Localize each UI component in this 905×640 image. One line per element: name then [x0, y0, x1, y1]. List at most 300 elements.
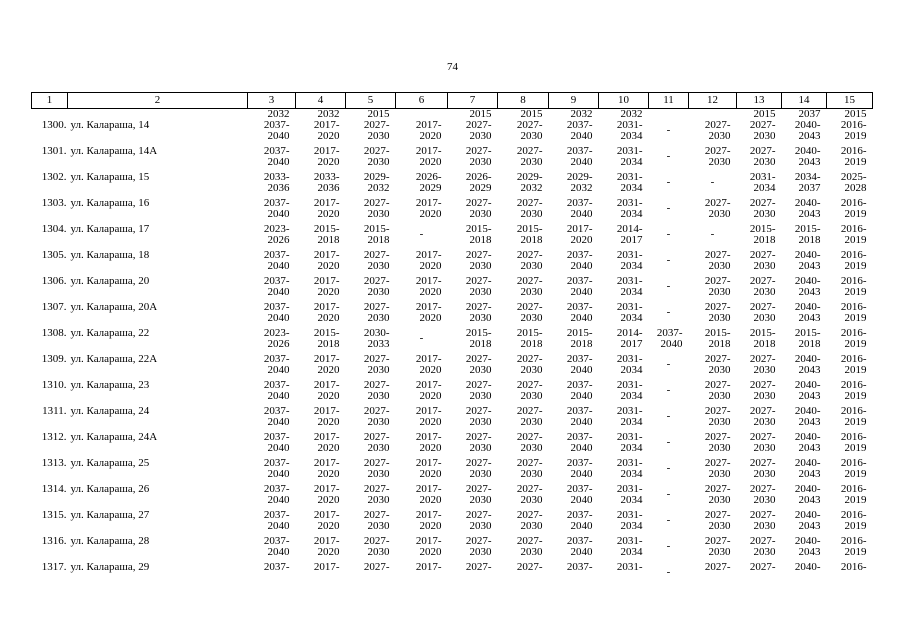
no-data-dash: - — [666, 202, 671, 214]
row-address: ул. Калараша, 25 — [70, 458, 150, 469]
year-range-cell: 2015- 2018 — [704, 328, 731, 350]
year-range-cell: 2017- 2020 — [313, 536, 340, 558]
year-range-cell: 2027- 2030 — [465, 120, 492, 142]
row-number: 1311. — [42, 406, 67, 417]
row-number: 1309. — [41, 354, 67, 365]
year-range-cell: 2037- 2040 — [566, 458, 593, 480]
year-range-cell: 2027- — [465, 562, 492, 573]
year-range-cell: 2027- 2030 — [363, 354, 390, 376]
no-data-dash: - — [666, 488, 671, 500]
row-address: ул. Калараша, 22А — [70, 354, 158, 365]
row-number: 1313. — [41, 458, 67, 469]
year-range-cell: 2027- 2030 — [704, 432, 731, 454]
no-data-dash: - — [419, 332, 424, 344]
year-range-cell: 2027- 2030 — [749, 250, 776, 272]
year-range-cell: 2031- 2034 — [616, 484, 643, 506]
year-range-cell: 2037- 2040 — [263, 510, 290, 532]
year-range-cell: 2015- 2018 — [794, 328, 821, 350]
year-range-cell: 2017- 2020 — [313, 146, 340, 168]
year-range-cell: 2023- 2026 — [263, 224, 290, 246]
year-range-cell: 2017- 2020 — [313, 432, 340, 454]
year-range-cell: 2027- 2030 — [704, 276, 731, 298]
year-range-cell: 2027- 2030 — [749, 432, 776, 454]
year-range-cell: 2037- — [263, 562, 290, 573]
column-header: 12 — [689, 93, 737, 109]
year-range-cell: 2037- 2040 — [566, 250, 593, 272]
year-range-cell: 2040- 2043 — [794, 302, 821, 324]
year-range-cell: 2040- 2043 — [794, 406, 821, 428]
year-range-cell: 2037- 2040 — [263, 536, 290, 558]
year-range-cell: 2037- 2040 — [566, 120, 593, 142]
no-data-dash: - — [710, 228, 715, 240]
year-range-cell: 2017- — [415, 562, 442, 573]
year-range-cell — [649, 224, 689, 250]
year-range-cell: 2027- 2030 — [704, 302, 731, 324]
row-address: ул. Калараша, 14 — [70, 120, 150, 131]
row-number: 1305. — [41, 250, 67, 261]
year-range-cell: 2037- 2040 — [263, 250, 290, 272]
column-header: 15 — [827, 93, 873, 109]
year-range-cell: 2017- 2020 — [313, 380, 340, 402]
year-range-cell — [689, 224, 737, 250]
year-range-cell: 2027- 2030 — [749, 198, 776, 220]
year-range-cell: 2027- 2030 — [704, 484, 731, 506]
year-range-cell: 2015- 2018 — [363, 224, 390, 246]
column-header: 6 — [396, 93, 448, 109]
year-range-cell — [649, 380, 689, 406]
year-range-cell: 2027- 2030 — [704, 354, 731, 376]
year-range-cell: 2037- 2040 — [566, 276, 593, 298]
year-range-cell: 2017- 2020 — [415, 380, 442, 402]
year-range-cell: 2031- 2034 — [616, 380, 643, 402]
year-range-cell: 2037- 2040 — [263, 432, 290, 454]
no-data-dash: - — [666, 540, 671, 552]
year-range-cell: 2015- 2018 — [313, 328, 340, 350]
year-range-cell — [649, 302, 689, 328]
year-range-cell: 2037- 2040 — [263, 146, 290, 168]
year-range-cell: 2031- 2034 — [616, 458, 643, 480]
year-range-cell: 2016- 2019 — [840, 120, 867, 142]
year-range-cell: 2040- — [794, 562, 821, 573]
no-data-dash: - — [666, 228, 671, 240]
year-range-cell: 2017- 2020 — [313, 354, 340, 376]
year-range-cell: 2015- 2018 — [465, 328, 492, 350]
year-range-cell: 2016- 2019 — [840, 354, 867, 376]
year-range-cell: 2027- — [363, 562, 390, 573]
year-range-cell: 2031- 2034 — [616, 276, 643, 298]
year-range-cell: 2027- 2030 — [749, 406, 776, 428]
year-range-cell: 2016- 2019 — [840, 406, 867, 428]
year-range-cell: 2027- 2030 — [749, 146, 776, 168]
column-header: 11 — [649, 93, 689, 109]
year-range-cell: 2027- 2030 — [363, 276, 390, 298]
year-range-cell: 2014- 2017 — [616, 224, 643, 246]
year-range-cell: 2017- 2020 — [313, 120, 340, 142]
year-range-cell: 2027- 2030 — [363, 432, 390, 454]
year-range-cell — [649, 172, 689, 198]
no-data-dash: - — [666, 280, 671, 292]
year-range-cell: 2015- 2018 — [465, 224, 492, 246]
year-range-cell — [649, 406, 689, 432]
header-row — [32, 93, 873, 109]
year-range-cell: 2027- — [516, 562, 543, 573]
row-address: ул. Калараша, 26 — [70, 484, 150, 495]
continuation-cell: 2015 — [469, 108, 492, 120]
year-range-cell: 2027- 2030 — [363, 250, 390, 272]
year-range-cell: 2037- 2040 — [566, 380, 593, 402]
row-address: ул. Калараша, 17 — [70, 224, 150, 235]
year-range-cell: 2027- — [749, 562, 776, 573]
no-data-dash: - — [666, 566, 671, 578]
year-range-cell: 2027- 2030 — [749, 354, 776, 376]
row-number: 1316. — [41, 536, 67, 547]
row-number: 1314. — [41, 484, 67, 495]
year-range-cell: 2031- 2034 — [616, 536, 643, 558]
year-range-cell: 2037- 2040 — [263, 198, 290, 220]
year-range-cell: 2029- 2032 — [363, 172, 390, 194]
year-range-cell: 2029- 2032 — [516, 172, 543, 194]
table-row — [32, 406, 873, 432]
year-range-cell — [649, 146, 689, 172]
table-row — [32, 380, 873, 406]
year-range-cell: 2017- 2020 — [313, 510, 340, 532]
column-header: 9 — [549, 93, 599, 109]
year-range-cell: 2027- 2030 — [465, 380, 492, 402]
year-range-cell: 2027- 2030 — [465, 250, 492, 272]
year-range-cell: 2031- 2034 — [616, 406, 643, 428]
year-range-cell: 2017- 2020 — [313, 276, 340, 298]
year-range-cell: 2017- 2020 — [313, 198, 340, 220]
row-address: ул. Калараша, 24А — [70, 432, 158, 443]
year-range-cell: 2027- 2030 — [465, 354, 492, 376]
year-range-cell: 2027- 2030 — [704, 536, 731, 558]
year-range-cell: 2027- 2030 — [704, 458, 731, 480]
year-range-cell: 2017- 2020 — [415, 510, 442, 532]
year-range-cell: 2027- 2030 — [363, 146, 390, 168]
row-number: 1304. — [41, 224, 67, 235]
year-range-cell: 2017- 2020 — [415, 432, 442, 454]
year-range-cell: 2017- 2020 — [415, 406, 442, 428]
year-range-cell: 2031- 2034 — [616, 250, 643, 272]
year-range-cell: 2040- 2043 — [794, 484, 821, 506]
year-range-cell: 2027- 2030 — [749, 380, 776, 402]
row-number: 1306. — [41, 276, 67, 287]
continuation-cell: 2032 — [620, 108, 643, 120]
year-range-cell: 2027- 2030 — [465, 302, 492, 324]
year-range-cell: 2031- 2034 — [616, 354, 643, 376]
column-header: 7 — [448, 93, 498, 109]
year-range-cell: 2027- 2030 — [516, 484, 543, 506]
year-range-cell: 2027- 2030 — [465, 406, 492, 428]
no-data-dash: - — [666, 462, 671, 474]
year-range-cell: 2017- — [313, 562, 340, 573]
year-range-cell: 2037- 2040 — [263, 380, 290, 402]
year-range-cell: 2027- 2030 — [363, 458, 390, 480]
table-row — [32, 146, 873, 172]
year-range-cell: 2015- 2018 — [516, 224, 543, 246]
no-data-dash: - — [666, 254, 671, 266]
year-range-cell: 2027- 2030 — [749, 458, 776, 480]
year-range-cell: 2016- 2019 — [840, 510, 867, 532]
year-range-cell — [649, 198, 689, 224]
year-range-cell: 2027- 2030 — [749, 536, 776, 558]
year-range-cell: 2027- 2030 — [465, 276, 492, 298]
column-header: 14 — [782, 93, 827, 109]
year-range-cell: 2027- 2030 — [363, 510, 390, 532]
year-range-cell: 2016- 2019 — [840, 328, 867, 350]
year-range-cell: 2027- 2030 — [749, 510, 776, 532]
continuation-cell: 2032 — [267, 108, 290, 120]
year-range-cell: 2037- 2040 — [566, 354, 593, 376]
row-number: 1315. — [41, 510, 67, 521]
row-address: ул. Калараша, 15 — [70, 172, 150, 183]
year-range-cell: 2027- — [704, 562, 731, 573]
year-range-cell: 2015- 2018 — [749, 224, 776, 246]
continuation-row — [32, 109, 873, 121]
year-range-cell: 2037- — [566, 562, 593, 573]
no-data-dash: - — [666, 410, 671, 422]
year-range-cell — [649, 432, 689, 458]
no-data-dash: - — [666, 124, 671, 136]
year-range-cell: 2037- 2040 — [263, 406, 290, 428]
column-header: 2 — [68, 93, 248, 109]
table-row — [32, 302, 873, 328]
no-data-dash: - — [666, 514, 671, 526]
year-range-cell — [649, 484, 689, 510]
year-range-cell: 2027- 2030 — [516, 458, 543, 480]
year-range-cell: 2040- 2043 — [794, 120, 821, 142]
table-row — [32, 510, 873, 536]
year-range-cell: 2016- 2019 — [840, 276, 867, 298]
year-range-cell: 2031- 2034 — [616, 198, 643, 220]
year-range-cell: 2016- 2019 — [840, 302, 867, 324]
row-number: 1303. — [41, 198, 67, 209]
year-range-cell: 2027- 2030 — [465, 198, 492, 220]
table-row — [32, 120, 873, 146]
year-range-cell: 2027- 2030 — [516, 146, 543, 168]
column-header: 1 — [32, 93, 68, 109]
year-range-cell: 2040- 2043 — [794, 198, 821, 220]
year-range-cell: 2027- 2030 — [465, 484, 492, 506]
year-range-cell: 2031- 2034 — [616, 432, 643, 454]
year-range-cell: 2017- 2020 — [415, 276, 442, 298]
year-range-cell: 2017- 2020 — [313, 406, 340, 428]
year-range-cell: 2031- 2034 — [616, 146, 643, 168]
continuation-cell — [32, 109, 68, 121]
column-header: 3 — [248, 93, 296, 109]
year-range-cell: 2031- 2034 — [749, 172, 776, 194]
year-range-cell: 2027- 2030 — [704, 406, 731, 428]
table-row — [32, 354, 873, 380]
year-range-cell: 2027- 2030 — [704, 250, 731, 272]
table-row — [32, 224, 873, 250]
year-range-cell: 2037- 2040 — [566, 536, 593, 558]
year-range-cell: 2017- 2020 — [415, 198, 442, 220]
no-data-dash: - — [419, 228, 424, 240]
column-header: 10 — [599, 93, 649, 109]
column-header: 5 — [346, 93, 396, 109]
year-range-cell: 2016- 2019 — [840, 432, 867, 454]
year-range-cell: 2027- 2030 — [363, 380, 390, 402]
row-address: ул. Калараша, 18 — [70, 250, 150, 261]
year-range-cell: 2027- 2030 — [363, 302, 390, 324]
table-body — [32, 109, 873, 589]
schedule-table — [31, 92, 873, 588]
year-range-cell: 2033- 2036 — [313, 172, 340, 194]
year-range-cell: 2016- — [840, 562, 867, 573]
year-range-cell — [649, 250, 689, 276]
table-row — [32, 536, 873, 562]
year-range-cell: 2016- 2019 — [840, 224, 867, 246]
year-range-cell: 2031- 2034 — [616, 120, 643, 142]
year-range-cell: 2027- 2030 — [363, 484, 390, 506]
year-range-cell: 2027- 2030 — [363, 536, 390, 558]
year-range-cell: 2027- 2030 — [749, 484, 776, 506]
row-address: ул. Калараша, 20А — [70, 302, 158, 313]
year-range-cell — [649, 536, 689, 562]
continuation-cell: 2032 — [570, 108, 593, 120]
row-address: ул. Калараша, 23 — [70, 380, 150, 391]
year-range-cell: 2027- 2030 — [465, 458, 492, 480]
table-row — [32, 328, 873, 354]
year-range-cell: 2017- 2020 — [566, 224, 593, 246]
year-range-cell: 2027- 2030 — [704, 380, 731, 402]
row-number: 1301. — [41, 146, 67, 157]
row-number: 1317. — [41, 562, 67, 573]
year-range-cell: 2027- 2030 — [465, 432, 492, 454]
year-range-cell: 2029- 2032 — [566, 172, 593, 194]
year-range-cell: 2027- 2030 — [516, 536, 543, 558]
year-range-cell: 2037- 2040 — [566, 406, 593, 428]
no-data-dash: - — [666, 384, 671, 396]
year-range-cell: 2017- 2020 — [415, 536, 442, 558]
year-range-cell: 2037- 2040 — [263, 120, 290, 142]
year-range-cell: 2015- 2018 — [516, 328, 543, 350]
year-range-cell: 2016- 2019 — [840, 536, 867, 558]
year-range-cell: 2040- 2043 — [794, 458, 821, 480]
year-range-cell: 2017- 2020 — [415, 146, 442, 168]
year-range-cell: 2037- 2040 — [566, 432, 593, 454]
year-range-cell: 2016- 2019 — [840, 250, 867, 272]
no-data-dash: - — [666, 150, 671, 162]
year-range-cell: 2040- 2043 — [794, 510, 821, 532]
row-address: ул. Калараша, 24 — [70, 406, 150, 417]
year-range-cell: 2037- 2040 — [566, 302, 593, 324]
year-range-cell — [649, 562, 689, 588]
year-range-cell: 2037- 2040 — [566, 484, 593, 506]
year-range-cell: 2031- — [616, 562, 643, 573]
year-range-cell: 2015- 2018 — [749, 328, 776, 350]
year-range-cell — [649, 276, 689, 302]
year-range-cell: 2037- 2040 — [263, 276, 290, 298]
row-address: ул. Калараша, 16 — [70, 198, 150, 209]
year-range-cell: 2027- 2030 — [704, 146, 731, 168]
year-range-cell: 2027- 2030 — [363, 120, 390, 142]
year-range-cell: 2017- 2020 — [415, 120, 442, 142]
year-range-cell: 2037- 2040 — [566, 510, 593, 532]
year-range-cell: 2027- 2030 — [465, 510, 492, 532]
year-range-cell: 2040- 2043 — [794, 276, 821, 298]
year-range-cell: 2026- 2029 — [465, 172, 492, 194]
year-range-cell: 2027- 2030 — [516, 250, 543, 272]
continuation-cell: 2037 — [798, 108, 821, 120]
year-range-cell: 2031- 2034 — [616, 302, 643, 324]
table-row — [32, 250, 873, 276]
year-range-cell: 2017- 2020 — [313, 250, 340, 272]
year-range-cell: 2015- 2018 — [313, 224, 340, 246]
year-range-cell — [649, 120, 689, 146]
year-range-cell: 2031- 2034 — [616, 510, 643, 532]
column-header: 4 — [296, 93, 346, 109]
row-number: 1302. — [41, 172, 67, 183]
year-range-cell: 2027- 2030 — [516, 198, 543, 220]
no-data-dash: - — [666, 176, 671, 188]
no-data-dash: - — [710, 176, 715, 188]
year-range-cell: 2026- 2029 — [415, 172, 442, 194]
row-address: ул. Калараша, 20 — [70, 276, 150, 287]
year-range-cell — [396, 328, 448, 354]
year-range-cell: 2027- 2030 — [363, 198, 390, 220]
row-address: ул. Калараша, 28 — [70, 536, 150, 547]
table-row — [32, 432, 873, 458]
year-range-cell: 2037- 2040 — [566, 198, 593, 220]
year-range-cell: 2027- 2030 — [704, 510, 731, 532]
year-range-cell: 2025- 2028 — [840, 172, 867, 194]
continuation-cell: 2015 — [753, 108, 776, 120]
year-range-cell: 2027- 2030 — [363, 406, 390, 428]
year-range-cell: 2034- 2037 — [794, 172, 821, 194]
year-range-cell: 2017- 2020 — [313, 458, 340, 480]
row-address: ул. Калараша, 27 — [70, 510, 150, 521]
year-range-cell: 2040- 2043 — [794, 354, 821, 376]
row-number: 1310. — [41, 380, 67, 391]
year-range-cell: 2017- 2020 — [313, 302, 340, 324]
year-range-cell: 2033- 2036 — [263, 172, 290, 194]
year-range-cell: 2040- 2043 — [794, 146, 821, 168]
column-header: 8 — [498, 93, 549, 109]
row-number: 1308. — [41, 328, 67, 339]
continuation-cell — [649, 109, 689, 121]
year-range-cell: 2027- 2030 — [516, 120, 543, 142]
year-range-cell: 2027- 2030 — [465, 146, 492, 168]
year-range-cell: 2016- 2019 — [840, 458, 867, 480]
no-data-dash: - — [666, 358, 671, 370]
year-range-cell: 2027- 2030 — [704, 120, 731, 142]
year-range-cell: 2027- 2030 — [749, 276, 776, 298]
table-row — [32, 172, 873, 198]
year-range-cell: 2040- 2043 — [794, 432, 821, 454]
year-range-cell: 2040- 2043 — [794, 380, 821, 402]
year-range-cell: 2027- 2030 — [516, 406, 543, 428]
year-range-cell: 2015- 2018 — [794, 224, 821, 246]
year-range-cell: 2037- 2040 — [263, 354, 290, 376]
row-number: 1300. — [41, 120, 67, 131]
no-data-dash: - — [666, 436, 671, 448]
year-range-cell: 2031- 2034 — [616, 172, 643, 194]
row-number: 1307. — [41, 302, 67, 313]
year-range-cell: 2037- 2040 — [566, 146, 593, 168]
year-range-cell: 2027- 2030 — [516, 510, 543, 532]
page-number: 74 — [447, 61, 458, 73]
table-row — [32, 484, 873, 510]
year-range-cell: 2037- 2040 — [263, 484, 290, 506]
column-header: 13 — [737, 93, 782, 109]
year-range-cell: 2016- 2019 — [840, 198, 867, 220]
no-data-dash: - — [666, 306, 671, 318]
year-range-cell: 2017- 2020 — [415, 458, 442, 480]
continuation-cell — [68, 109, 248, 121]
year-range-cell — [396, 224, 448, 250]
